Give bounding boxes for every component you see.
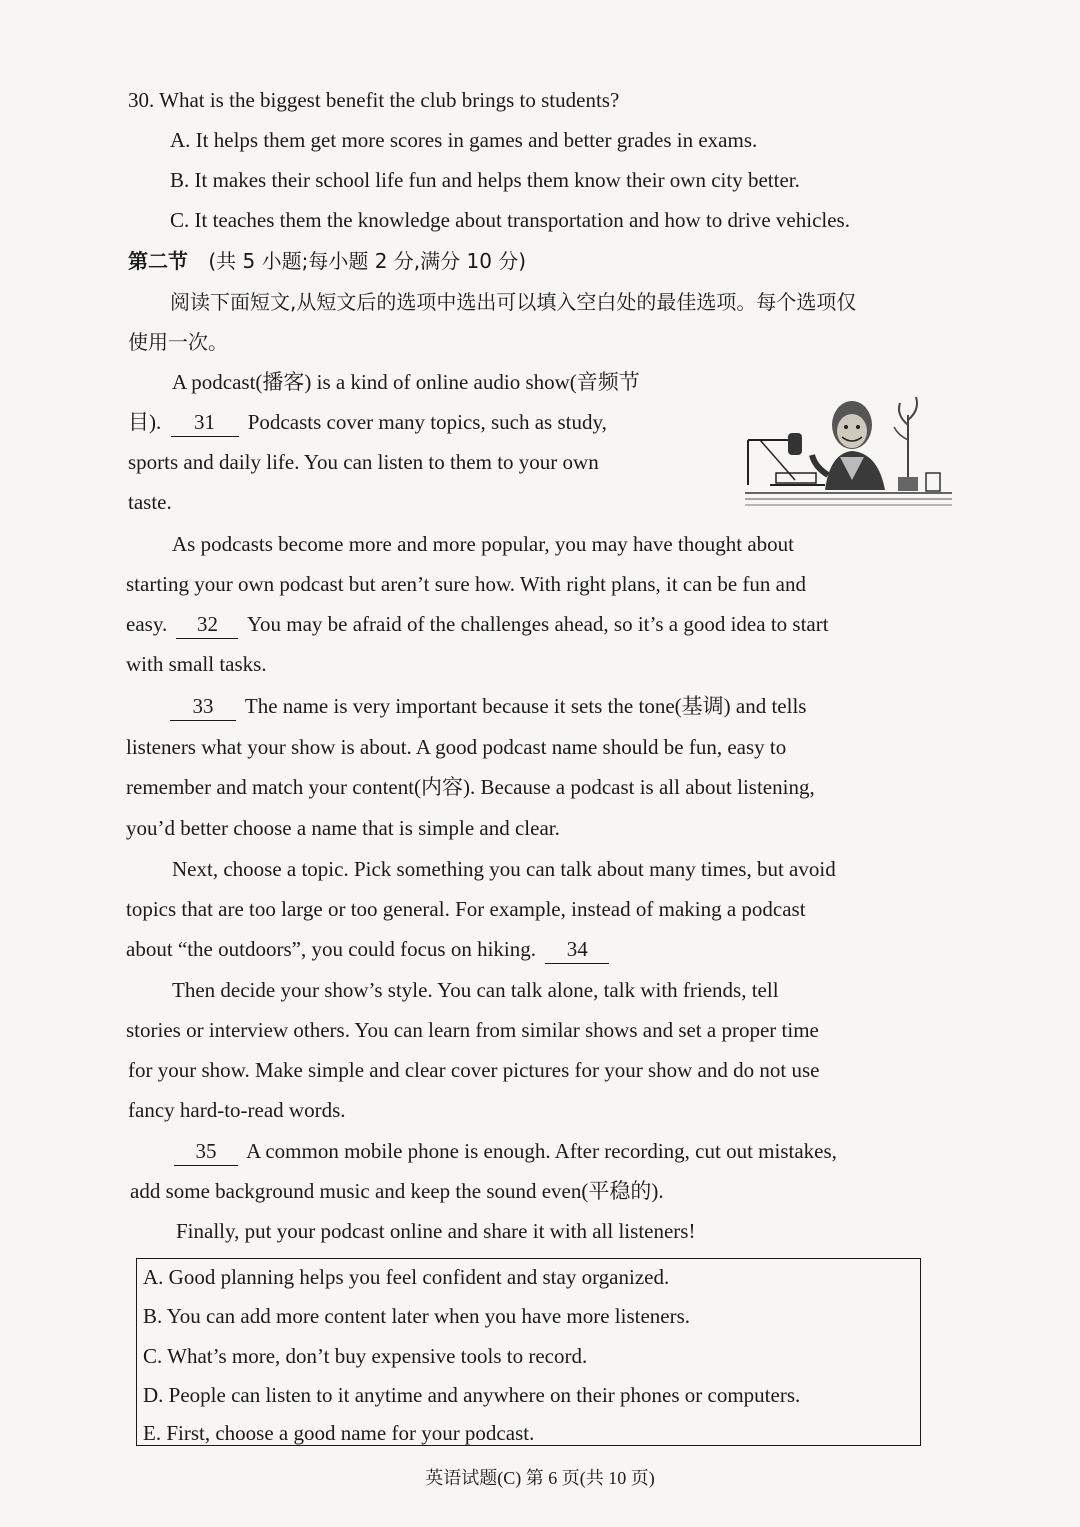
- podcaster-illustration-icon: [740, 385, 955, 510]
- blank-35: 35: [174, 1137, 238, 1166]
- blank-33: 33: [170, 692, 236, 721]
- passage-p6-line-1: [174, 1137, 837, 1166]
- question-30-option-c: C. It teaches them the knowledge about transportation and how to drive vehicles.: [170, 208, 850, 232]
- section-instruction-line-2: 使用一次。: [128, 330, 228, 354]
- passage-p1-line-4: taste.: [128, 490, 172, 514]
- passage-p2-line-4: with small tasks.: [126, 652, 267, 676]
- passage-text: easy.: [126, 612, 168, 636]
- passage-p4-line-2: topics that are too large or too general. For example, instead of making a podcast: [126, 897, 806, 921]
- passage-p1-line-3: sports and daily life. You can listen to them to your own: [128, 450, 599, 474]
- passage-p5-line-2: stories or interview others. You can learn from similar shows and set a proper time: [126, 1018, 819, 1042]
- section-instruction-line-1: 阅读下面短文,从短文后的选项中选出可以填入空白处的最佳选项。每个选项仅: [170, 290, 857, 314]
- question-30-option-b: B. It makes their school life fun and helps them know their own city better.: [170, 168, 800, 192]
- passage-p1-line-2: [128, 408, 607, 437]
- blank-31: 31: [171, 408, 239, 437]
- passage-text: Podcasts cover many topics, such as study,: [247, 410, 607, 434]
- choice-e: E. First, choose a good name for your podcast.: [143, 1421, 535, 1445]
- passage-p7-line-1: Finally, put your podcast online and share it with all listeners!: [176, 1219, 696, 1243]
- passage-p5-line-4: fancy hard-to-read words.: [128, 1098, 346, 1122]
- passage-p2-line-2: starting your own podcast but aren’t sure how. With right plans, it can be fun and: [126, 572, 806, 596]
- passage-p3-line-2: listeners what your show is about. A good podcast name should be fun, easy to: [126, 735, 787, 759]
- passage-p3-line-4: you’d better choose a name that is simple and clear.: [126, 816, 560, 840]
- choice-c: C. What’s more, don’t buy expensive tools to record.: [143, 1344, 588, 1368]
- section-score-info: (共 5 小题;每小题 2 分,满分 10 分): [208, 249, 527, 273]
- blank-32: 32: [176, 610, 238, 639]
- choices-box: [136, 1258, 921, 1446]
- passage-p4-line-1: Next, choose a topic. Pick something you can talk about many times, but avoid: [172, 857, 836, 881]
- question-30-option-a: A. It helps them get more scores in games and better grades in exams.: [170, 128, 758, 152]
- passage-text: about “the outdoors”, you could focus on hiking.: [126, 937, 537, 961]
- passage-p4-line-3: [126, 935, 613, 964]
- section-heading: [128, 247, 526, 275]
- passage-text: 目).: [128, 410, 162, 434]
- passage-text: You may be afraid of the challenges ahead, so it’s a good idea to start: [246, 612, 829, 636]
- passage-p3-line-1: [170, 692, 806, 721]
- choice-b: B. You can add more content later when you have more listeners.: [143, 1304, 691, 1328]
- passage-p5-line-1: Then decide your show’s style. You can talk alone, talk with friends, tell: [172, 978, 779, 1002]
- choice-a: A. Good planning helps you feel confident and stay organized.: [143, 1265, 670, 1289]
- section-title: 第二节: [128, 249, 188, 273]
- passage-p5-line-3: for your show. Make simple and clear cover pictures for your show and do not use: [128, 1058, 820, 1082]
- question-30-stem: 30. What is the biggest benefit the club brings to students?: [128, 88, 620, 112]
- passage-p3-line-3: remember and match your content(内容). Because a podcast is all about listening,: [126, 775, 815, 799]
- passage-p2-line-3: [126, 610, 829, 639]
- passage-p1-line-1: A podcast(播客) is a kind of online audio show(音频节: [172, 370, 640, 394]
- passage-p6-line-2: add some background music and keep the sound even(平稳的).: [130, 1179, 664, 1203]
- choice-d: D. People can listen to it anytime and anywhere on their phones or computers.: [143, 1383, 801, 1407]
- passage-text: A common mobile phone is enough. After recording, cut out mistakes,: [246, 1139, 837, 1163]
- blank-34: 34: [545, 935, 609, 964]
- passage-text: The name is very important because it sets the tone(基调) and tells: [244, 694, 807, 718]
- page-footer: 英语试题(C) 第 6 页(共 10 页): [425, 1468, 655, 1488]
- passage-p2-line-1: As podcasts become more and more popular, you may have thought about: [172, 532, 795, 556]
